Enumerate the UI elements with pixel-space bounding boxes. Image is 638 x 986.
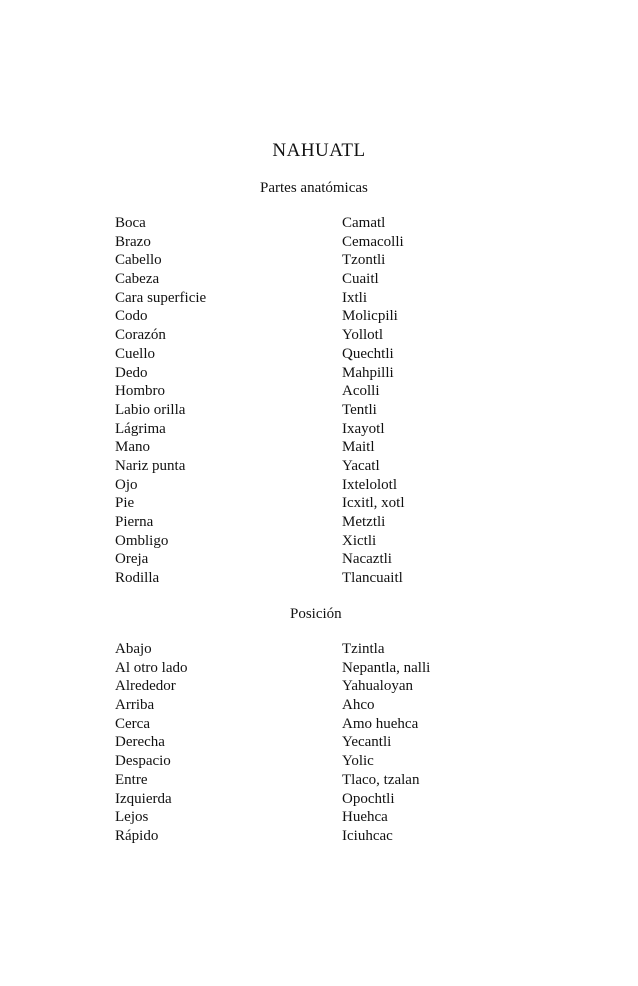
spanish-term: Al otro lado <box>115 659 188 676</box>
spanish-term: Cabello <box>115 252 162 269</box>
nahuatl-translation: Yollotl <box>342 327 384 344</box>
spanish-term: Derecha <box>115 734 165 751</box>
nahuatl-translation: Icxitl, xotl <box>342 495 405 512</box>
glossary-position <box>115 640 575 846</box>
spanish-term: Corazón <box>115 327 166 344</box>
spanish-term: Pierna <box>115 514 154 530</box>
nahuatl-translation: Nacaztli <box>342 551 392 568</box>
glossary-row <box>115 438 575 457</box>
glossary-row <box>115 733 575 752</box>
nahuatl-translation: Tentli <box>342 401 377 418</box>
nahuatl-translation: Ixtelolotl <box>342 476 397 493</box>
spanish-term: Despacio <box>115 753 171 770</box>
nahuatl-translation: Tlancuaitl <box>342 570 403 587</box>
nahuatl-translation: Maitl <box>342 439 375 456</box>
glossary-row <box>115 752 575 771</box>
nahuatl-translation: Tzontli <box>342 252 386 269</box>
nahuatl-translation: Yecantli <box>342 734 392 751</box>
spanish-term: Labio orilla <box>115 401 186 418</box>
nahuatl-translation: Nepantla, nalli <box>342 659 431 676</box>
spanish-term: Brazo <box>115 233 151 250</box>
glossary-row <box>115 696 575 715</box>
spanish-term: Lágrima <box>115 420 166 437</box>
nahuatl-translation: Cuaitl <box>342 271 379 288</box>
spanish-term: Entre <box>115 771 148 788</box>
nahuatl-translation: Molicpili <box>342 308 398 325</box>
nahuatl-translation: Iciuhcac <box>342 827 393 844</box>
spanish-term: Cuello <box>115 345 155 362</box>
spanish-term: Codo <box>115 308 148 325</box>
spanish-term: Izquierda <box>115 790 172 807</box>
glossary-row <box>115 494 575 513</box>
nahuatl-translation: Mahpilli <box>342 364 394 381</box>
glossary-row <box>115 476 575 495</box>
section-heading-anatomy: Partes anatómicas <box>260 180 368 196</box>
glossary-anatomy <box>115 214 575 588</box>
glossary-row <box>115 715 575 734</box>
spanish-term: Ojo <box>115 476 138 493</box>
nahuatl-translation: Xictli <box>342 532 377 549</box>
glossary-row <box>115 790 575 809</box>
spanish-term: Ombligo <box>115 532 169 549</box>
nahuatl-translation: Yolic <box>342 753 374 770</box>
spanish-term: Mano <box>115 439 150 456</box>
spanish-term: Arriba <box>115 697 155 714</box>
glossary-row <box>115 808 575 827</box>
nahuatl-translation: Ixayotl <box>342 420 385 437</box>
spanish-term: Alrededor <box>115 678 176 695</box>
glossary-row <box>115 550 575 569</box>
nahuatl-translation: Yahualoyan <box>342 678 413 695</box>
spanish-term: Hombro <box>115 383 165 400</box>
nahuatl-translation: Metztli <box>342 514 386 530</box>
glossary-row <box>115 513 575 532</box>
glossary-row <box>115 382 575 401</box>
glossary-row <box>115 659 575 678</box>
glossary-row <box>115 233 575 252</box>
glossary-row <box>115 401 575 420</box>
spanish-term: Cabeza <box>115 271 160 288</box>
page-title: NAHUATL <box>272 140 366 161</box>
nahuatl-translation: Ixtli <box>342 289 367 306</box>
glossary-row <box>115 364 575 383</box>
nahuatl-translation: Tlaco, tzalan <box>342 771 420 788</box>
spanish-term: Cara superficie <box>115 289 207 306</box>
glossary-row <box>115 677 575 696</box>
glossary-row <box>115 307 575 326</box>
spanish-term: Rápido <box>115 827 159 844</box>
nahuatl-translation: Camatl <box>342 215 386 231</box>
glossary-row <box>115 569 575 588</box>
spanish-term: Abajo <box>115 641 152 657</box>
nahuatl-translation: Huehca <box>342 809 388 826</box>
nahuatl-translation: Cemacolli <box>342 233 404 250</box>
glossary-row <box>115 771 575 790</box>
glossary-row <box>115 532 575 551</box>
nahuatl-translation: Amo huehca <box>342 715 419 732</box>
section-heading-position: Posición <box>290 606 342 622</box>
glossary-row <box>115 270 575 289</box>
nahuatl-translation: Tzintla <box>342 641 385 657</box>
nahuatl-translation: Opochtli <box>342 790 395 807</box>
spanish-term: Lejos <box>115 809 149 826</box>
nahuatl-translation: Quechtli <box>342 345 394 362</box>
nahuatl-translation: Yacatl <box>342 457 380 474</box>
nahuatl-translation: Ahco <box>342 697 375 714</box>
glossary-row <box>115 827 575 846</box>
glossary-row <box>115 640 575 659</box>
spanish-term: Boca <box>115 215 146 231</box>
glossary-row <box>115 251 575 270</box>
spanish-term: Rodilla <box>115 570 160 587</box>
spanish-term: Nariz punta <box>115 457 186 474</box>
glossary-row <box>115 214 575 233</box>
spanish-term: Dedo <box>115 364 148 381</box>
spanish-term: Cerca <box>115 715 150 732</box>
nahuatl-translation: Acolli <box>342 383 380 400</box>
spanish-term: Oreja <box>115 551 149 568</box>
glossary-row <box>115 289 575 308</box>
glossary-row <box>115 457 575 476</box>
glossary-row <box>115 345 575 364</box>
glossary-row <box>115 420 575 439</box>
glossary-row <box>115 326 575 345</box>
spanish-term: Pie <box>115 495 135 512</box>
